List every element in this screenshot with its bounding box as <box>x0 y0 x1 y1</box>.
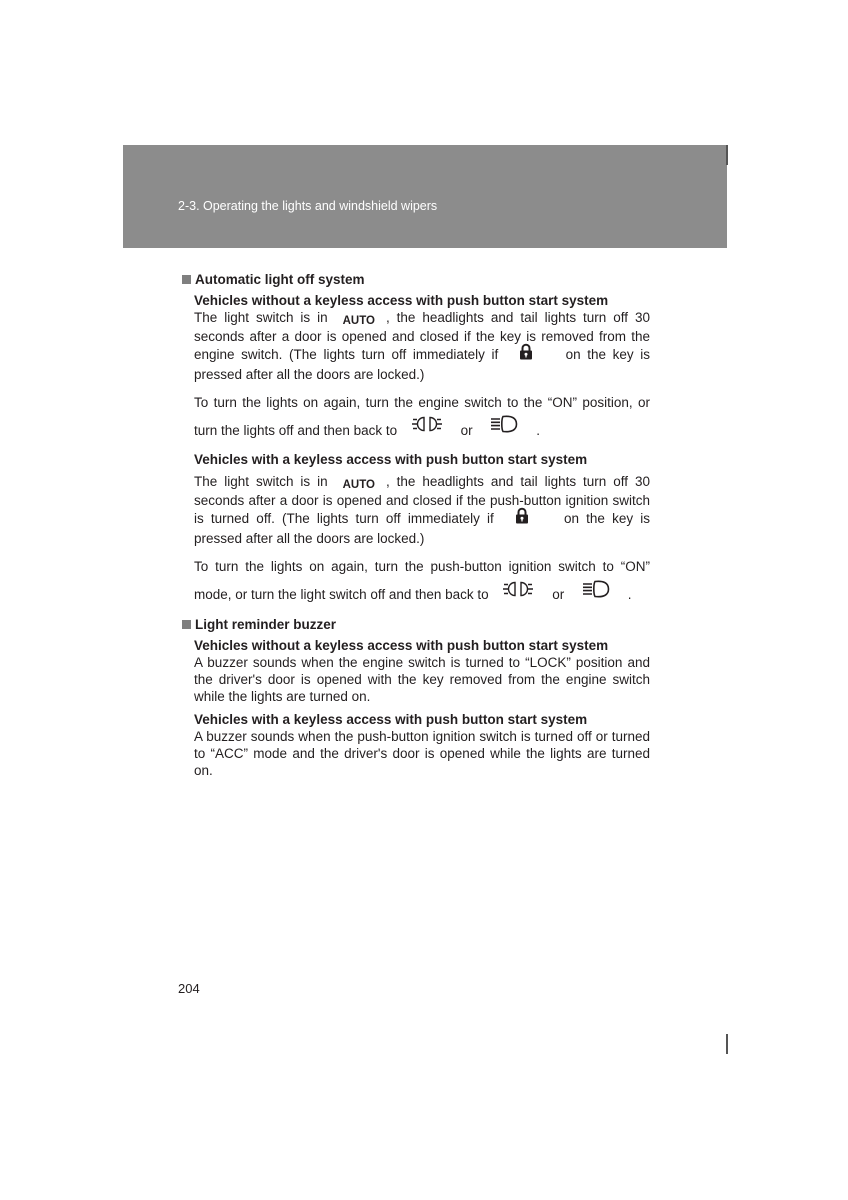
square-bullet-icon <box>182 275 191 284</box>
headlights-icon <box>582 580 610 608</box>
text-run: or <box>460 423 473 438</box>
header-edge-mark <box>726 145 728 165</box>
lock-icon <box>515 507 529 528</box>
sub-heading: Vehicles without a keyless access with push button start system <box>194 293 609 308</box>
paragraph <box>194 553 650 609</box>
auto-symbol: AUTO <box>342 479 375 492</box>
section-heading-text: Light reminder buzzer <box>195 616 337 632</box>
block-buzzer-with-keyless <box>194 711 650 779</box>
page-content <box>182 271 650 785</box>
text-run: on the key is pressed after all the doors are locked.) <box>194 511 650 547</box>
section-heading-text: Automatic light off system <box>195 272 365 287</box>
paragraph <box>194 389 650 445</box>
block-without-keyless <box>194 292 650 445</box>
chapter-title: 2-3. Operating the lights and windshield wipers <box>178 199 438 213</box>
text-run: To turn the lights on again, turn the push-button ignition switch to “ON” mode, or turn the light switch off and then back to <box>194 559 650 603</box>
headlights-icon <box>490 415 518 443</box>
page-edge-mark <box>726 1034 728 1054</box>
sub-heading: Vehicles without a keyless access with push button start system <box>194 637 609 653</box>
text-run: The light switch is in <box>194 474 328 490</box>
text-run: To turn the lights on again, turn the engine switch to the “ON” position, or turn the lights off and then back to <box>194 395 650 438</box>
tail-lights-icon <box>411 415 443 443</box>
chapter-header-band <box>123 145 727 248</box>
lock-icon <box>519 343 533 364</box>
page-number: 204 <box>178 981 200 996</box>
auto-symbol: AUTO <box>342 315 375 327</box>
paragraph: A buzzer sounds when the push-button ignition switch is turned off or turned to “ACC” mode and the driver's door is opened while the lights are turned on. <box>194 728 650 778</box>
text-run: . <box>627 587 632 603</box>
sub-heading: Vehicles with a keyless access with push button start system <box>194 711 588 727</box>
text-run: , the headlights and tail lights turn off 30 seconds after a door is opened and closed if the push-button ignition switch is turned off. (The lights turn off immediately if <box>194 474 650 527</box>
text-run: on the key is pressed after all the doors are locked.) <box>194 347 650 382</box>
block-with-keyless <box>194 451 650 609</box>
tail-lights-icon <box>502 580 534 608</box>
paragraph <box>194 309 650 383</box>
square-bullet-icon <box>182 620 191 629</box>
text-run: . <box>536 423 540 438</box>
text-run: The light switch is in <box>194 310 328 325</box>
paragraph: A buzzer sounds when the engine switch is turned to “LOCK” position and the driver's door is opened with the key removed from the engine switch while the lights are turned on. <box>194 654 650 704</box>
section-heading-buzzer <box>182 616 650 633</box>
text-run: or <box>552 587 565 603</box>
section-heading-auto-off <box>182 271 650 288</box>
sub-heading: Vehicles with a keyless access with push button start system <box>194 452 588 468</box>
text-run: , the headlights and tail lights turn off 30 seconds after a door is opened and closed if the key is removed from the engine switch. (The lights turn off immediately if <box>194 310 650 363</box>
paragraph <box>194 473 650 547</box>
block-buzzer-without-keyless <box>194 637 650 705</box>
